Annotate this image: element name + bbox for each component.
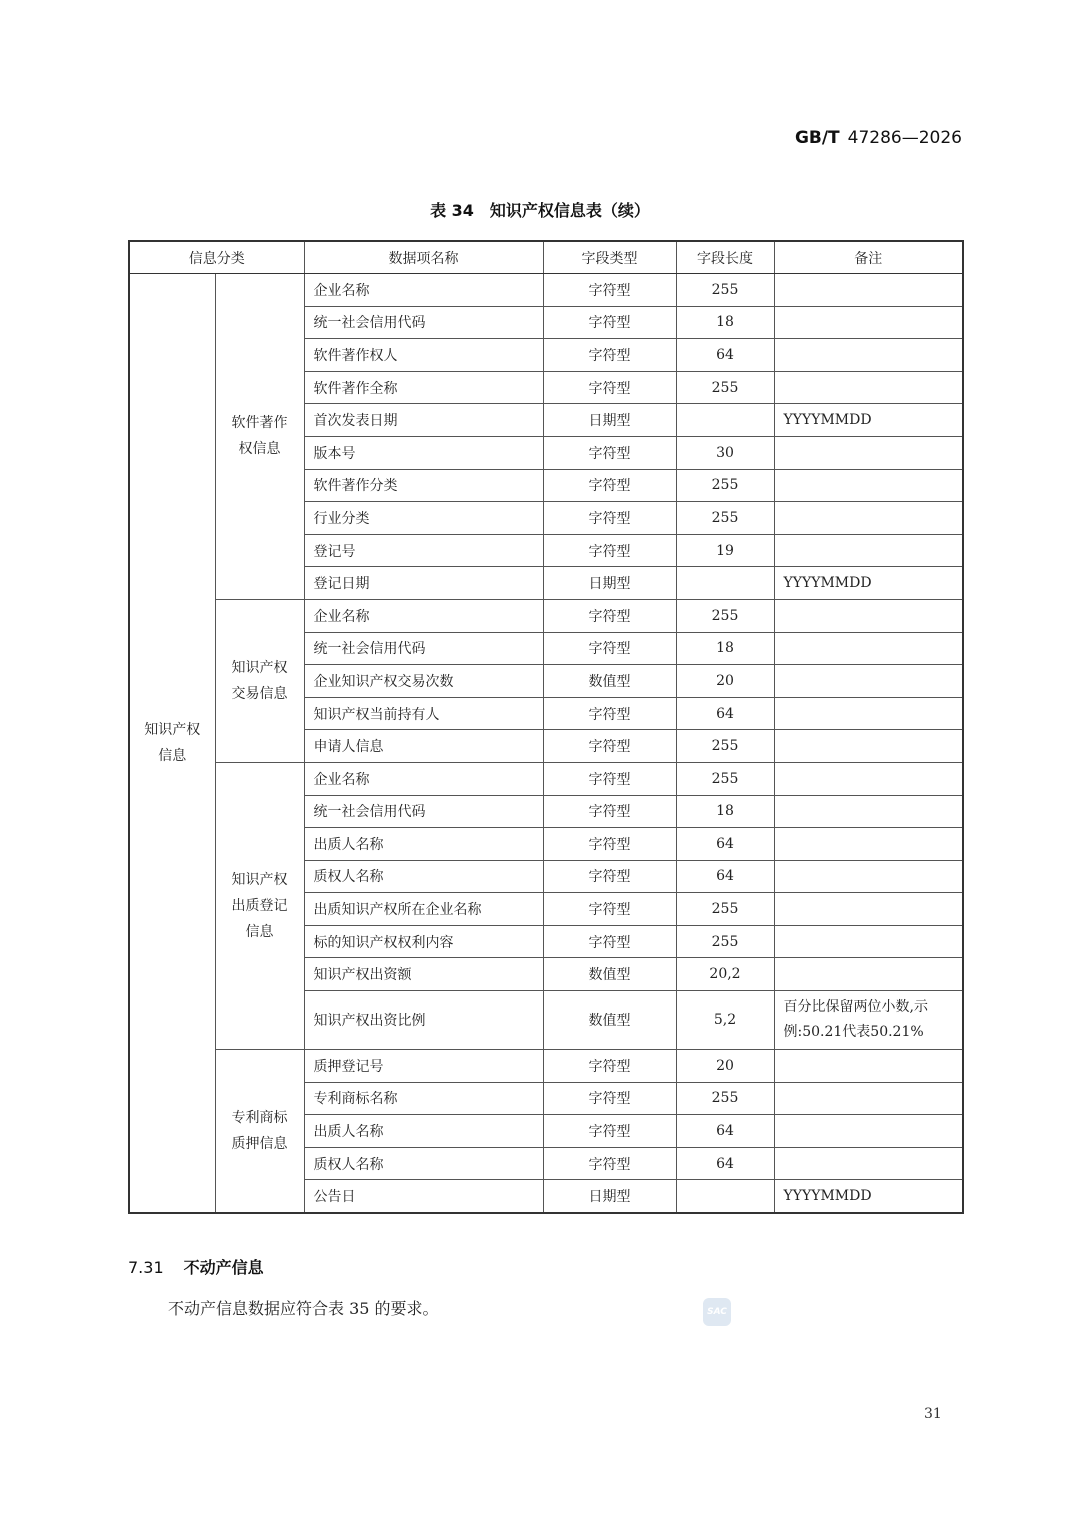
group-cell: 知识产权 出质登记 信息 — [215, 762, 304, 1049]
item-name-cell: 企业名称 — [304, 599, 543, 632]
field-type-cell: 字符型 — [543, 860, 676, 893]
item-name-cell: 企业知识产权交易次数 — [304, 665, 543, 698]
field-length-cell: 20 — [676, 1050, 774, 1083]
item-name-cell: 行业分类 — [304, 502, 543, 535]
column-header: 字段长度 — [676, 241, 774, 274]
field-type-cell: 字符型 — [543, 502, 676, 535]
note-cell: 百分比保留两位小数,示 例:50.21代表50.21% — [774, 991, 963, 1050]
field-length-cell: 64 — [676, 1115, 774, 1148]
field-length-cell: 18 — [676, 632, 774, 665]
table-caption-title: 知识产权信息表（续） — [489, 201, 650, 220]
field-length-cell: 255 — [676, 893, 774, 926]
field-length-cell: 18 — [676, 795, 774, 828]
item-name-cell: 软件著作全称 — [304, 371, 543, 404]
field-type-cell: 字符型 — [543, 1082, 676, 1115]
note-cell — [774, 436, 963, 469]
item-name-cell: 质权人名称 — [304, 860, 543, 893]
item-name-cell: 企业名称 — [304, 762, 543, 795]
note-cell: YYYYMMDD — [774, 1180, 963, 1213]
item-name-cell: 质权人名称 — [304, 1147, 543, 1180]
item-name-cell: 出质知识产权所在企业名称 — [304, 893, 543, 926]
item-name-cell: 统一社会信用代码 — [304, 795, 543, 828]
field-type-cell: 字符型 — [543, 632, 676, 665]
field-length-cell: 64 — [676, 1147, 774, 1180]
item-name-cell: 统一社会信用代码 — [304, 306, 543, 339]
field-length-cell: 5,2 — [676, 991, 774, 1050]
note-cell — [774, 665, 963, 698]
field-type-cell: 字符型 — [543, 534, 676, 567]
table-header-row — [129, 241, 963, 274]
item-name-cell: 公告日 — [304, 1180, 543, 1213]
field-type-cell: 日期型 — [543, 404, 676, 437]
note-cell — [774, 599, 963, 632]
note-cell — [774, 1050, 963, 1083]
field-length-cell: 255 — [676, 599, 774, 632]
item-name-cell: 出质人名称 — [304, 828, 543, 861]
field-type-cell: 字符型 — [543, 730, 676, 763]
field-length-cell: 20,2 — [676, 958, 774, 991]
field-length-cell: 255 — [676, 371, 774, 404]
page-number: 31 — [924, 1406, 942, 1422]
field-type-cell: 字符型 — [543, 828, 676, 861]
item-name-cell: 知识产权出资额 — [304, 958, 543, 991]
note-cell — [774, 925, 963, 958]
column-header: 备注 — [774, 241, 963, 274]
note-cell — [774, 730, 963, 763]
field-length-cell: 64 — [676, 828, 774, 861]
item-name-cell: 登记日期 — [304, 567, 543, 600]
field-type-cell: 字符型 — [543, 795, 676, 828]
field-type-cell: 字符型 — [543, 1147, 676, 1180]
field-type-cell: 字符型 — [543, 371, 676, 404]
field-length-cell: 255 — [676, 274, 774, 307]
table-row — [129, 599, 963, 632]
field-type-cell: 日期型 — [543, 567, 676, 600]
item-name-cell: 知识产权出资比例 — [304, 991, 543, 1050]
field-type-cell: 数值型 — [543, 665, 676, 698]
field-length-cell: 30 — [676, 436, 774, 469]
field-length-cell — [676, 1180, 774, 1213]
group-cell: 软件著作 权信息 — [215, 274, 304, 600]
section-title: 不动产信息 — [183, 1258, 264, 1277]
field-type-cell: 字符型 — [543, 306, 676, 339]
note-cell — [774, 795, 963, 828]
field-type-cell: 字符型 — [543, 274, 676, 307]
field-length-cell: 255 — [676, 925, 774, 958]
note-cell — [774, 762, 963, 795]
item-name-cell: 软件著作分类 — [304, 469, 543, 502]
field-type-cell: 日期型 — [543, 1180, 676, 1213]
note-cell — [774, 1082, 963, 1115]
field-type-cell: 字符型 — [543, 925, 676, 958]
item-name-cell: 企业名称 — [304, 274, 543, 307]
item-name-cell: 出质人名称 — [304, 1115, 543, 1148]
column-header: 信息分类 — [129, 241, 304, 274]
note-cell — [774, 1147, 963, 1180]
table-row — [129, 1050, 963, 1083]
field-type-cell: 字符型 — [543, 1050, 676, 1083]
note-cell — [774, 697, 963, 730]
note-cell — [774, 534, 963, 567]
table-row — [129, 274, 963, 307]
item-name-cell: 专利商标名称 — [304, 1082, 543, 1115]
item-name-cell: 质押登记号 — [304, 1050, 543, 1083]
item-name-cell: 版本号 — [304, 436, 543, 469]
group-cell: 专利商标 质押信息 — [215, 1050, 304, 1213]
field-type-cell: 字符型 — [543, 762, 676, 795]
item-name-cell: 登记号 — [304, 534, 543, 567]
table-body — [129, 274, 963, 1214]
field-length-cell: 255 — [676, 1082, 774, 1115]
item-name-cell: 首次发表日期 — [304, 404, 543, 437]
column-header: 字段类型 — [543, 241, 676, 274]
note-cell: YYYYMMDD — [774, 404, 963, 437]
category-cell: 知识产权 信息 — [129, 274, 215, 1214]
note-cell — [774, 828, 963, 861]
table-caption-number: 表 34 — [430, 201, 474, 220]
sac-watermark-logo: SAC — [703, 1298, 731, 1326]
item-name-cell: 软件著作权人 — [304, 339, 543, 372]
group-cell: 知识产权 交易信息 — [215, 599, 304, 762]
field-type-cell: 字符型 — [543, 893, 676, 926]
field-length-cell: 255 — [676, 762, 774, 795]
field-type-cell: 字符型 — [543, 436, 676, 469]
field-type-cell: 字符型 — [543, 697, 676, 730]
item-name-cell: 申请人信息 — [304, 730, 543, 763]
field-type-cell: 字符型 — [543, 469, 676, 502]
field-length-cell: 255 — [676, 730, 774, 763]
field-length-cell: 20 — [676, 665, 774, 698]
standard-code: 47286—2026 — [847, 128, 962, 148]
table-caption — [0, 198, 1080, 221]
note-cell — [774, 893, 963, 926]
field-type-cell: 数值型 — [543, 958, 676, 991]
item-name-cell: 统一社会信用代码 — [304, 632, 543, 665]
field-length-cell: 19 — [676, 534, 774, 567]
note-cell — [774, 860, 963, 893]
note-cell — [774, 371, 963, 404]
note-cell — [774, 306, 963, 339]
field-type-cell: 字符型 — [543, 1115, 676, 1148]
column-header: 数据项名称 — [304, 241, 543, 274]
field-length-cell: 255 — [676, 502, 774, 535]
field-length-cell — [676, 404, 774, 437]
note-cell: YYYYMMDD — [774, 567, 963, 600]
data-table — [128, 240, 964, 1214]
section-paragraph: 不动产信息数据应符合表 35 的要求。 — [168, 1299, 439, 1318]
field-type-cell: 字符型 — [543, 339, 676, 372]
field-length-cell — [676, 567, 774, 600]
field-type-cell: 字符型 — [543, 599, 676, 632]
note-cell — [774, 469, 963, 502]
note-cell — [774, 632, 963, 665]
field-length-cell: 64 — [676, 860, 774, 893]
note-cell — [774, 502, 963, 535]
note-cell — [774, 1115, 963, 1148]
item-name-cell: 知识产权当前持有人 — [304, 697, 543, 730]
field-length-cell: 64 — [676, 339, 774, 372]
field-length-cell: 18 — [676, 306, 774, 339]
section-number: 7.31 — [128, 1258, 164, 1277]
note-cell — [774, 339, 963, 372]
note-cell — [774, 274, 963, 307]
standard-prefix: GB/T — [794, 128, 840, 148]
section-heading — [128, 1255, 264, 1278]
field-length-cell: 255 — [676, 469, 774, 502]
item-name-cell: 标的知识产权权利内容 — [304, 925, 543, 958]
note-cell — [774, 958, 963, 991]
field-length-cell: 64 — [676, 697, 774, 730]
table-row — [129, 762, 963, 795]
standard-number — [795, 128, 962, 148]
field-type-cell: 数值型 — [543, 991, 676, 1050]
